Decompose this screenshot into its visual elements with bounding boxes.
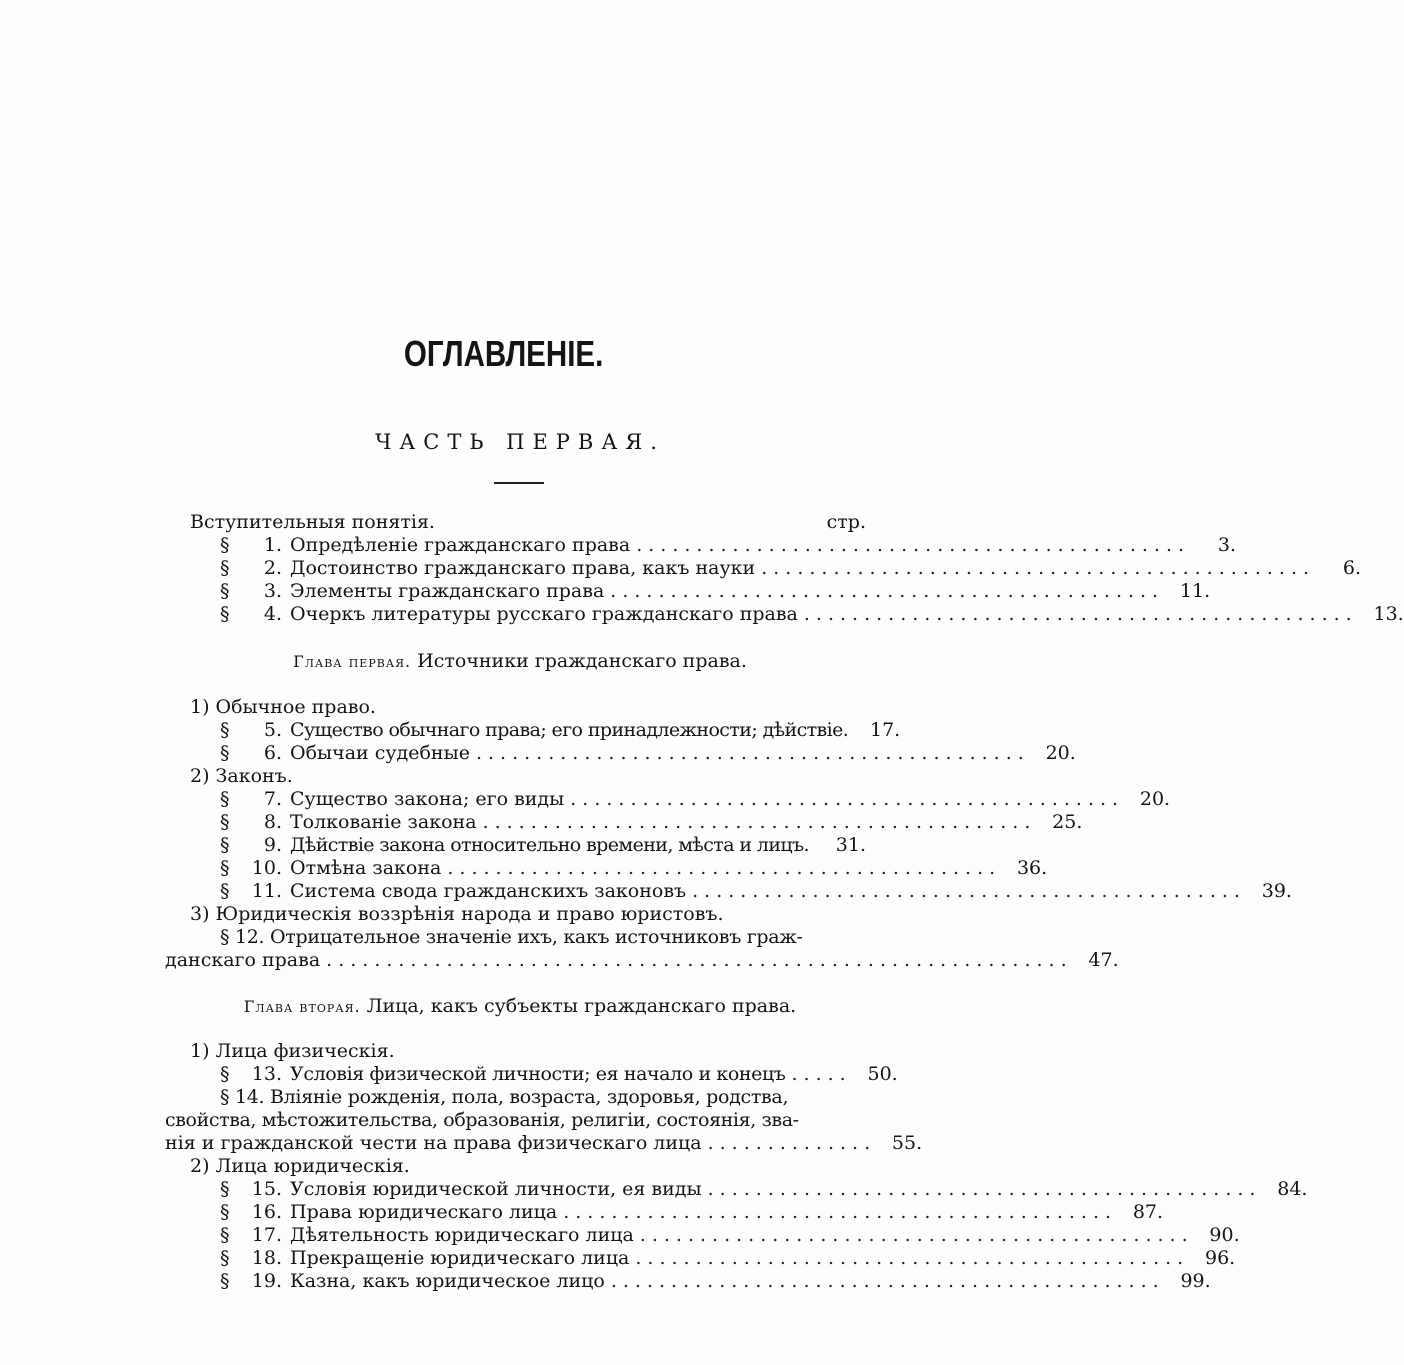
entry-title: Отмѣна закона — [290, 857, 442, 879]
toc-entry[interactable] — [220, 557, 1362, 580]
section-number: 5. — [263, 719, 282, 741]
toc-entry[interactable] — [220, 580, 1211, 603]
section-number: 10. — [251, 857, 282, 879]
dot-leader: ..... — [791, 1063, 852, 1085]
entry-page: 20. — [1139, 788, 1171, 810]
intro-heading: Вступительныя понятія. — [190, 511, 435, 533]
subsection-heading: 1) Лица физическія. — [190, 1040, 395, 1062]
toc-entry[interactable] — [220, 857, 1048, 880]
title-rule — [494, 482, 544, 484]
entry-title: Существо закона; его виды — [290, 788, 565, 810]
entry-title-continued: нія и гражданской чести на права физическаго лица — [165, 1132, 702, 1154]
section-sign: § — [220, 603, 230, 625]
subsection-heading-row — [190, 765, 866, 788]
entry-page: 17. — [869, 719, 901, 741]
toc-entry[interactable] — [220, 1224, 1240, 1247]
entry-title: Опредѣленіе гражданскаго права — [290, 534, 631, 556]
page-column-label: стр. — [826, 511, 866, 533]
section-sign: § — [220, 880, 230, 902]
section-sign: § — [220, 580, 230, 602]
toc-entry[interactable] — [220, 1063, 898, 1086]
entry-page: 13. — [1373, 603, 1404, 625]
entry-page: 20. — [1045, 742, 1076, 764]
toc-entry[interactable] — [220, 1178, 1308, 1201]
entry-page: 55. — [891, 1132, 923, 1154]
toc-entry-line1[interactable] — [220, 1086, 866, 1109]
toc-entry[interactable] — [220, 811, 1083, 834]
toc-entry-continuation[interactable] — [165, 949, 1119, 972]
entry-page: 84. — [1277, 1178, 1308, 1200]
toc-entry[interactable] — [220, 719, 901, 742]
subsection-heading-row — [190, 1040, 866, 1063]
section-sign: § — [220, 857, 230, 879]
toc-entry-continuation[interactable] — [165, 1132, 923, 1155]
entry-title: Толкованіе закона — [290, 811, 477, 833]
entry-title: Достоинство гражданскаго права, какъ науки — [290, 557, 756, 579]
section-sign: § — [220, 719, 230, 741]
dot-leader: .............................................................. — [326, 949, 1073, 971]
section-sign: § — [220, 742, 230, 764]
entry-page: 3. — [1217, 534, 1237, 556]
toc-entry[interactable] — [220, 1201, 1164, 1224]
toc-entry[interactable] — [220, 1247, 1236, 1270]
dot-leader: .............................................. — [639, 1224, 1194, 1246]
section-number: 8. — [263, 811, 282, 833]
entry-title: Дѣйствіе закона относительно времени, мѣста и лицъ. — [290, 834, 809, 856]
toc-entry-continuation[interactable] — [165, 1109, 866, 1132]
intro-heading-row — [190, 511, 866, 534]
entry-title: Права юридическаго лица — [290, 1201, 558, 1223]
section-number: 15. — [251, 1178, 282, 1200]
section-number: 1. — [263, 534, 282, 556]
toc-entry[interactable] — [220, 603, 1404, 626]
section-sign: § — [220, 1247, 230, 1269]
section-number: 2. — [263, 557, 282, 579]
subsection-heading: 2) Законъ. — [190, 765, 293, 787]
toc-entry[interactable] — [220, 742, 1076, 765]
section-number: 13. — [251, 1063, 282, 1085]
chapter-heading — [0, 995, 1000, 1018]
dot-leader: .............................................. — [447, 857, 1002, 879]
dot-leader: .............................................. — [563, 1201, 1118, 1223]
entry-page: 50. — [867, 1063, 898, 1085]
section-number: 7. — [263, 788, 282, 810]
dot-leader: .............................................. — [570, 788, 1125, 810]
entry-title: Условія юридической личности, ея виды — [290, 1178, 702, 1200]
dot-leader: .............................................. — [635, 1247, 1190, 1269]
subsection-heading: 2) Лица юридическія. — [190, 1155, 410, 1177]
entry-title: Система свода гражданскихъ законовъ — [290, 880, 687, 902]
section-sign: § — [220, 1178, 230, 1200]
dot-leader: .............................................. — [761, 557, 1316, 579]
section-sign: § — [220, 788, 230, 810]
entry-title: Дѣятельность юридическаго лица — [290, 1224, 634, 1246]
entry-title-continued: свойства, мѣстожительства, образованія, религіи, состоянія, зва- — [165, 1109, 799, 1131]
section-sign: § — [220, 534, 230, 556]
entry-title: Очеркъ литературы русскаго гражданскаго права — [290, 603, 798, 625]
dot-leader: .............................................. — [610, 1270, 1165, 1292]
subsection-heading-row — [190, 903, 866, 926]
toc-entry[interactable] — [220, 880, 1292, 903]
dot-leader: .............................................. — [803, 603, 1358, 625]
section-number: 6. — [263, 742, 282, 764]
section-sign: § — [220, 1063, 230, 1085]
toc-entry[interactable] — [220, 1270, 1211, 1293]
entry-page: 36. — [1016, 857, 1048, 879]
dot-leader: .............................................. — [482, 811, 1037, 833]
entry-page: 90. — [1209, 1224, 1240, 1246]
page-title: ОГЛАВЛЕНІЕ. — [403, 333, 604, 374]
dot-leader: .............................................. — [610, 580, 1165, 602]
dot-leader: .............................................. — [707, 1178, 1262, 1200]
section-number: 11. — [251, 880, 282, 902]
dot-leader: .............................................. — [475, 742, 1030, 764]
chapter-title: Лица, какъ субъекты гражданскаго права. — [366, 995, 797, 1017]
subsection-heading: 1) Обычное право. — [190, 696, 376, 718]
entry-title-continued: данскаго права — [165, 949, 321, 971]
part-title: ЧАСТЬ ПЕРВАЯ. — [375, 430, 665, 454]
chapter-heading — [0, 650, 1000, 673]
chapter-label: Глава вторая. — [243, 997, 361, 1016]
subsection-heading: 3) Юридическія воззрѣнія народа и право юристовъ. — [190, 903, 724, 925]
chapter-title: Источники гражданскаго права. — [417, 650, 747, 672]
section-number: 16. — [251, 1201, 282, 1223]
entry-page: 99. — [1180, 1270, 1211, 1292]
section-number: 17. — [251, 1224, 282, 1246]
section-sign: § — [220, 1224, 230, 1246]
entry-title: Условія физической личности; ея начало и конецъ — [290, 1063, 786, 1085]
section-number: 3. — [263, 580, 282, 602]
section-sign: § — [220, 834, 230, 856]
section-number: 9. — [263, 834, 282, 856]
entry-page: 31. — [835, 834, 866, 856]
section-number: 18. — [251, 1247, 282, 1269]
dot-leader: .............................................. — [692, 880, 1246, 902]
subsection-heading-row — [190, 1155, 866, 1178]
entry-title: § 14. Вліяніе рожденія, пола, возраста, здоровья, родства, — [220, 1086, 789, 1108]
entry-title: Прекращеніе юридическаго лица — [290, 1247, 630, 1269]
section-sign: § — [220, 1201, 230, 1223]
section-sign: § — [220, 811, 230, 833]
toc-entry[interactable] — [220, 534, 1237, 557]
entry-title: Казна, какъ юридическое лицо — [290, 1270, 605, 1292]
entry-page: 47. — [1088, 949, 1119, 971]
entry-page: 96. — [1204, 1247, 1236, 1269]
entry-page: 39. — [1261, 880, 1292, 902]
section-sign: § — [220, 1270, 230, 1292]
section-sign: § — [220, 557, 230, 579]
subsection-heading-row — [190, 696, 866, 719]
dot-leader: .............. — [707, 1132, 877, 1154]
dot-leader: .............................................. — [636, 534, 1191, 556]
chapter-label: Глава первая. — [293, 652, 412, 671]
section-number: 4. — [263, 603, 282, 625]
toc-entry[interactable] — [220, 788, 1171, 811]
entry-title: § 12. Отрицательное значеніе ихъ, какъ источниковъ граж- — [220, 926, 803, 948]
entry-page: 25. — [1052, 811, 1083, 833]
entry-page: 87. — [1132, 1201, 1164, 1223]
toc-entry[interactable] — [220, 834, 866, 857]
entry-title: Обычаи судебные — [290, 742, 470, 764]
entry-page: 11. — [1179, 580, 1211, 602]
entry-title: Существо обычнаго права; его принадлежности; дѣйствіе. — [290, 719, 849, 741]
entry-page: 6. — [1342, 557, 1362, 579]
entry-title: Элементы гражданскаго права — [290, 580, 605, 602]
toc-entry-line1[interactable] — [220, 926, 866, 949]
section-number: 19. — [251, 1270, 282, 1292]
